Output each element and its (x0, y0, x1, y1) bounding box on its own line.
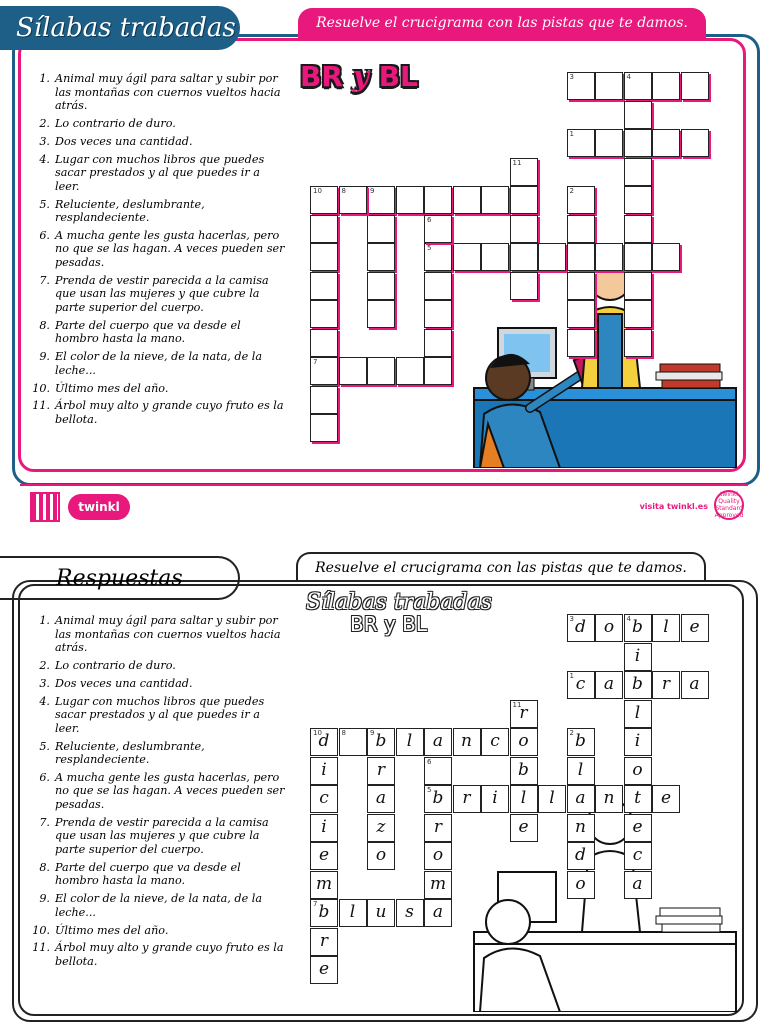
clue-number: 6. (39, 228, 50, 242)
p2-crossword-cell (652, 785, 680, 813)
p2-crossword-cell (310, 814, 338, 842)
cell-number: 4 (626, 615, 631, 623)
cell-number: 10 (313, 187, 322, 195)
p1-crossword-cell[interactable] (567, 129, 595, 157)
cell-letter: d (318, 731, 330, 751)
p1-crossword-cell[interactable] (624, 300, 652, 328)
p1-crossword-cell[interactable] (567, 272, 595, 300)
cell-letter: n (461, 731, 472, 751)
cell-number: 6 (427, 215, 432, 224)
p2-clue-10 (30, 924, 286, 938)
p2-crossword-cell (652, 671, 680, 699)
clue-text: Árbol muy alto y grande cuyo fruto es la bellota. (55, 399, 284, 426)
p2-crossword-cell (367, 757, 395, 785)
p1-clue-6 (30, 229, 286, 270)
p1-crossword-cell[interactable] (624, 329, 652, 357)
cell-letter: l (634, 702, 641, 723)
p1-crossword-cell[interactable] (310, 414, 338, 442)
answers-subtitle: Sílabas trabadas (306, 590, 492, 615)
cell-number: 7 (313, 358, 318, 366)
p2-crossword-cell (624, 814, 652, 842)
clue-number: 11. (32, 941, 50, 955)
p2-crossword-cell (538, 785, 566, 813)
br-y-bl-logo (300, 60, 418, 93)
p2-crossword-cell (453, 785, 481, 813)
p2-clue-8 (30, 861, 286, 888)
p2-crossword-cell (424, 728, 452, 756)
p1-crossword-cell[interactable] (624, 101, 652, 129)
clue-number: 9. (39, 892, 50, 906)
clue-text: Dos veces una cantidad. (55, 676, 193, 690)
clue-number: 6. (39, 770, 50, 784)
p2-crossword-cell (424, 814, 452, 842)
cell-letter: c (490, 731, 500, 751)
cell-number: 1 (569, 672, 574, 680)
cell-letter: e (518, 816, 529, 837)
p2-crossword-cell (424, 757, 452, 785)
p1-clue-1 (30, 72, 286, 113)
p1-crossword-cell[interactable] (510, 186, 538, 214)
p1-crossword-cell[interactable] (367, 215, 395, 243)
cell-letter: m (315, 873, 333, 894)
clue-text: Último mes del año. (55, 923, 169, 937)
cell-letter: e (660, 788, 672, 808)
p1-crossword-cell[interactable] (624, 186, 652, 214)
p2-crossword-cell (567, 871, 595, 899)
p2-crossword-cell (652, 614, 680, 642)
p1-crossword-cell[interactable] (339, 186, 367, 214)
cell-letter: l (577, 759, 584, 780)
cell-letter: m (429, 873, 447, 894)
p1-crossword-cell[interactable] (652, 243, 680, 271)
clue-text: El color de la nieve, de la nata, de la leche... (55, 350, 263, 377)
answers-clue-list (30, 614, 286, 973)
cell-number: 11 (512, 158, 522, 167)
cell-letter: b (432, 788, 444, 808)
p1-clue-4 (30, 153, 286, 194)
p2-crossword-cell (567, 671, 595, 699)
p2-crossword-cell (681, 614, 709, 642)
clue-number: 7. (39, 273, 50, 287)
cell-number: 3 (569, 73, 574, 81)
clue-number: 10. (32, 381, 50, 395)
cell-letter: i (492, 788, 498, 808)
clue-text: Lugar con muchos libros que puedes sacar prestados y al que puedes ir a leer. (55, 152, 265, 193)
clue-text: Parte del cuerpo que va desde el hombro hasta la mano. (55, 860, 241, 888)
bl-label: BL (378, 60, 418, 93)
p2-crossword-cell (367, 814, 395, 842)
clue-list (30, 72, 286, 431)
cell-letter: z (376, 816, 386, 837)
cell-letter: n (603, 788, 615, 808)
clue-number: 4. (39, 694, 50, 708)
p2-crossword-cell (624, 643, 652, 671)
cell-letter: e (632, 816, 643, 837)
p2-crossword-cell (396, 899, 424, 927)
p1-crossword-cell[interactable] (624, 72, 652, 100)
clue-number: 10. (32, 923, 50, 937)
p1-crossword-cell[interactable] (567, 215, 595, 243)
p2-crossword-cell (567, 728, 595, 756)
y-label: y (352, 60, 369, 93)
cell-letter: o (603, 617, 615, 637)
p2-crossword-cell (310, 757, 338, 785)
p2-crossword-cell (367, 785, 395, 813)
p1-crossword-cell[interactable] (681, 129, 709, 157)
cell-letter: a (632, 873, 643, 894)
clue-text: A mucha gente les gusta hacerlas, pero no que se las hagan. A veces pueden ser pesadas. (55, 228, 285, 269)
cell-letter: l (349, 902, 356, 922)
p2-crossword-cell (310, 728, 338, 756)
cell-letter: l (663, 617, 669, 637)
cell-number: 9 (370, 729, 375, 737)
p1-crossword-cell[interactable] (510, 272, 538, 300)
p2-crossword-cell (339, 899, 367, 927)
answers-instruction: Resuelve el crucigrama con las pistas que te damos. (296, 552, 706, 582)
p1-crossword-cell[interactable] (567, 329, 595, 357)
p2-crossword-cell (567, 814, 595, 842)
p1-crossword-cell[interactable] (567, 243, 595, 271)
clue-text: Lugar con muchos libros que puedes sacar prestados y al que puedes ir a leer. (55, 694, 265, 735)
clue-text: A mucha gente les gusta hacerlas, pero no que se las hagan. A veces pueden ser pesadas. (55, 770, 285, 811)
cell-number: 8 (341, 729, 346, 737)
p1-crossword-cell[interactable] (453, 186, 481, 214)
p1-crossword-cell[interactable] (310, 272, 338, 300)
p2-clue-5 (30, 740, 286, 767)
p2-crossword-cell (595, 614, 623, 642)
p2-crossword-cell (567, 614, 595, 642)
clue-text: Lo contrario de duro. (55, 658, 176, 672)
p2-crossword-cell (624, 842, 652, 870)
cell-letter: r (433, 816, 443, 837)
p2-crossword-cell (510, 814, 538, 842)
clue-text: Dos veces una cantidad. (55, 134, 193, 148)
p1-crossword-cell[interactable] (595, 129, 623, 157)
cell-letter: o (575, 873, 586, 894)
p2-crossword-cell (595, 785, 623, 813)
p1-crossword-cell[interactable] (510, 243, 538, 271)
p1-crossword-cell[interactable] (567, 300, 595, 328)
clue-text: Último mes del año. (55, 381, 169, 395)
cell-letter: o (518, 731, 529, 751)
clue-number: 2. (39, 116, 50, 130)
cell-letter: t (634, 788, 641, 808)
cell-letter: o (632, 759, 643, 780)
cell-letter: b (375, 731, 387, 751)
cell-letter: d (575, 617, 586, 637)
cell-letter: l (520, 788, 527, 808)
cell-letter: l (406, 731, 413, 751)
p1-crossword-cell[interactable] (510, 215, 538, 243)
p1-crossword-cell[interactable] (595, 72, 623, 100)
p1-crossword-cell[interactable] (424, 329, 452, 357)
p1-crossword-cell[interactable] (595, 243, 623, 271)
cell-letter: b (518, 759, 529, 780)
cell-number: 5 (427, 244, 432, 252)
clue-text: Animal muy ágil para saltar y subir por las montañas con cuernos vueltos hacia atrás. (55, 72, 281, 112)
cell-letter: d (575, 845, 586, 865)
p2-crossword-cell (367, 899, 395, 927)
cell-letter: r (319, 930, 329, 951)
br-label: BR (300, 60, 343, 93)
p2-crossword-cell (424, 899, 452, 927)
p1-crossword-cell[interactable] (367, 243, 395, 271)
p2-crossword-cell (310, 899, 338, 927)
p1-crossword-cell[interactable] (481, 243, 509, 271)
p1-crossword-cell[interactable] (624, 129, 652, 157)
cell-letter: c (575, 674, 586, 694)
cell-letter: b (575, 731, 586, 751)
quality-badge: twinkl Quality Standard Approved (714, 491, 744, 519)
cell-letter: n (575, 816, 586, 837)
clue-number: 5. (39, 739, 50, 753)
visit-link[interactable]: visita twinkl.es (639, 502, 708, 511)
cell-number: 9 (370, 187, 375, 195)
p1-crossword-cell[interactable] (310, 186, 338, 214)
p2-crossword-cell (367, 842, 395, 870)
cell-number: 1 (569, 130, 574, 138)
cell-letter: b (632, 674, 643, 694)
p2-crossword-cell (481, 728, 509, 756)
p1-clue-9 (30, 350, 286, 377)
p2-crossword-cell (510, 700, 538, 728)
cell-number: 11 (512, 700, 522, 709)
p1-crossword-cell[interactable] (424, 272, 452, 300)
cell-number: 6 (427, 757, 432, 766)
cell-letter: o (432, 845, 444, 865)
cell-letter: a (432, 731, 444, 751)
p2-clue-6 (30, 771, 286, 812)
p1-crossword-cell[interactable] (624, 158, 652, 186)
cell-letter: i (634, 645, 641, 666)
twinkl-logo: twinkl (68, 494, 130, 520)
p2-crossword-cell (510, 757, 538, 785)
p2-crossword-cell (624, 671, 652, 699)
p1-crossword-cell[interactable] (510, 158, 538, 186)
cell-letter: i (321, 816, 327, 837)
p2-crossword-cell (424, 785, 452, 813)
p2-crossword-cell (624, 871, 652, 899)
cell-number: 8 (341, 187, 346, 195)
p2-crossword-cell (481, 785, 509, 813)
p2-crossword-cell (624, 614, 652, 642)
clue-text: Árbol muy alto y grande cuyo fruto es la bellota. (55, 941, 284, 968)
p1-crossword-cell[interactable] (652, 129, 680, 157)
instruction-banner: Resuelve el crucigrama con las pistas que te damos. (298, 8, 706, 38)
p1-crossword-cell[interactable] (424, 300, 452, 328)
clue-number: 9. (39, 350, 50, 364)
p2-crossword-cell (624, 700, 652, 728)
p1-crossword-cell[interactable] (453, 243, 481, 271)
p2-crossword-cell (310, 956, 338, 984)
answers-subtitle-brbl: BR y BL (350, 612, 428, 636)
p2-crossword-cell (310, 928, 338, 956)
clue-number: 1. (39, 72, 50, 85)
cell-letter: a (689, 674, 700, 694)
clue-number: 5. (39, 197, 50, 211)
p1-crossword-cell[interactable] (538, 243, 566, 271)
p2-crossword-cell (310, 871, 338, 899)
p2-crossword-cell (510, 728, 538, 756)
clue-number: 2. (39, 658, 50, 672)
p1-clue-11 (30, 399, 286, 426)
p2-crossword-cell (424, 871, 452, 899)
cell-letter: o (375, 845, 387, 865)
cell-number: 3 (569, 615, 574, 623)
p1-crossword-cell[interactable] (310, 243, 338, 271)
cell-letter: l (549, 788, 555, 808)
p1-clue-5 (30, 198, 286, 225)
clue-text: Parte del cuerpo que va desde el hombro hasta la mano. (55, 318, 241, 346)
cell-letter: r (462, 788, 471, 808)
p1-clue-8 (30, 319, 286, 346)
p2-crossword-cell (595, 671, 623, 699)
p2-crossword-cell (624, 757, 652, 785)
p1-crossword-cell[interactable] (310, 357, 338, 385)
cell-letter: c (319, 788, 329, 808)
p1-crossword-cell[interactable] (567, 186, 595, 214)
p1-crossword-cell[interactable] (367, 300, 395, 328)
cell-letter: b (632, 617, 643, 637)
clue-number: 3. (39, 134, 50, 148)
clue-number: 7. (39, 815, 50, 829)
p2-crossword-cell (310, 842, 338, 870)
p1-clue-2 (30, 117, 286, 131)
p1-crossword-cell[interactable] (481, 186, 509, 214)
clue-text: Lo contrario de duro. (55, 116, 176, 130)
cell-letter: a (575, 788, 586, 808)
cell-letter: e (318, 845, 330, 865)
p1-crossword-cell[interactable] (310, 300, 338, 328)
p2-crossword-cell (396, 728, 424, 756)
cell-letter: i (321, 759, 327, 780)
cell-letter: r (376, 759, 386, 780)
p2-crossword-cell (510, 785, 538, 813)
cell-letter: a (375, 788, 387, 808)
cell-letter: b (318, 902, 330, 922)
clue-number: 11. (32, 399, 50, 413)
clue-number: 8. (39, 860, 50, 874)
p2-crossword-cell (424, 842, 452, 870)
p2-clue-11 (30, 941, 286, 968)
cell-number: 2 (569, 187, 574, 195)
clue-text: Reluciente, deslumbrante, resplandeciente. (55, 197, 205, 225)
p2-crossword-cell (567, 842, 595, 870)
p2-crossword-cell (339, 728, 367, 756)
p1-crossword-cell[interactable] (310, 329, 338, 357)
p1-crossword-cell[interactable] (396, 357, 424, 385)
cell-letter: e (318, 959, 330, 979)
clue-text: Reluciente, deslumbrante, resplandeciente. (55, 739, 205, 767)
p1-crossword-cell[interactable] (339, 357, 367, 385)
p1-crossword-cell[interactable] (367, 357, 395, 385)
p1-crossword-cell[interactable] (624, 215, 652, 243)
p1-crossword-cell[interactable] (424, 243, 452, 271)
p2-clue-3 (30, 677, 286, 691)
cell-letter: e (689, 617, 700, 637)
cell-letter: r (661, 674, 671, 694)
p2-crossword-cell (567, 785, 595, 813)
cell-letter: a (603, 674, 615, 694)
cell-letter: c (632, 845, 643, 865)
p1-crossword-cell[interactable] (424, 186, 452, 214)
p2-crossword-cell (624, 728, 652, 756)
p2-crossword-cell (567, 757, 595, 785)
p1-crossword-cell[interactable] (310, 215, 338, 243)
clue-text: Animal muy ágil para saltar y subir por las montañas con cuernos vueltos hacia atrás. (55, 614, 281, 654)
footer (20, 484, 748, 524)
clue-text: El color de la nieve, de la nata, de la leche... (55, 892, 263, 919)
qr-code-icon (30, 492, 60, 522)
p2-crossword-cell (310, 785, 338, 813)
p1-crossword-cell[interactable] (567, 72, 595, 100)
answers-title: Respuestas (0, 556, 240, 600)
p2-clue-1 (30, 614, 286, 655)
p2-clue-9 (30, 892, 286, 919)
cell-number: 7 (313, 900, 318, 908)
p2-crossword-cell (681, 671, 709, 699)
p1-crossword-cell[interactable] (367, 272, 395, 300)
p2-clue-4 (30, 695, 286, 736)
p1-clue-7 (30, 274, 286, 315)
clue-number: 3. (39, 676, 50, 690)
page-title: Sílabas trabadas (0, 6, 240, 50)
p1-crossword-cell[interactable] (681, 72, 709, 100)
cell-letter: r (519, 702, 528, 723)
p1-crossword-cell[interactable] (424, 215, 452, 243)
p2-clue-2 (30, 659, 286, 673)
p1-crossword-cell[interactable] (396, 186, 424, 214)
cell-number: 10 (313, 729, 322, 737)
p1-crossword-cell[interactable] (367, 186, 395, 214)
p2-crossword-cell (624, 785, 652, 813)
cell-letter: u (375, 902, 387, 922)
p2-clue-7 (30, 816, 286, 857)
p1-crossword-cell[interactable] (624, 243, 652, 271)
p1-crossword-cell[interactable] (424, 357, 452, 385)
clue-number: 8. (39, 318, 50, 332)
p1-crossword-cell[interactable] (652, 72, 680, 100)
cell-letter: a (432, 902, 444, 922)
p1-clue-3 (30, 135, 286, 149)
p2-crossword-cell (367, 728, 395, 756)
cell-number: 5 (427, 786, 432, 794)
p2-crossword-cell (453, 728, 481, 756)
cell-letter: s (405, 902, 414, 922)
p1-crossword-cell[interactable] (310, 386, 338, 414)
cell-letter: i (634, 731, 641, 751)
p1-crossword-cell[interactable] (624, 272, 652, 300)
clue-number: 1. (39, 614, 50, 627)
cell-number: 2 (569, 729, 574, 737)
clue-text: Prenda de vestir parecida a la camisa que usan las mujeres y que cubre la parte superior del cuerpo. (55, 815, 269, 856)
clue-number: 4. (39, 152, 50, 166)
p1-clue-10 (30, 382, 286, 396)
cell-number: 4 (626, 73, 631, 81)
clue-text: Prenda de vestir parecida a la camisa que usan las mujeres y que cubre la parte superior del cuerpo. (55, 273, 269, 314)
